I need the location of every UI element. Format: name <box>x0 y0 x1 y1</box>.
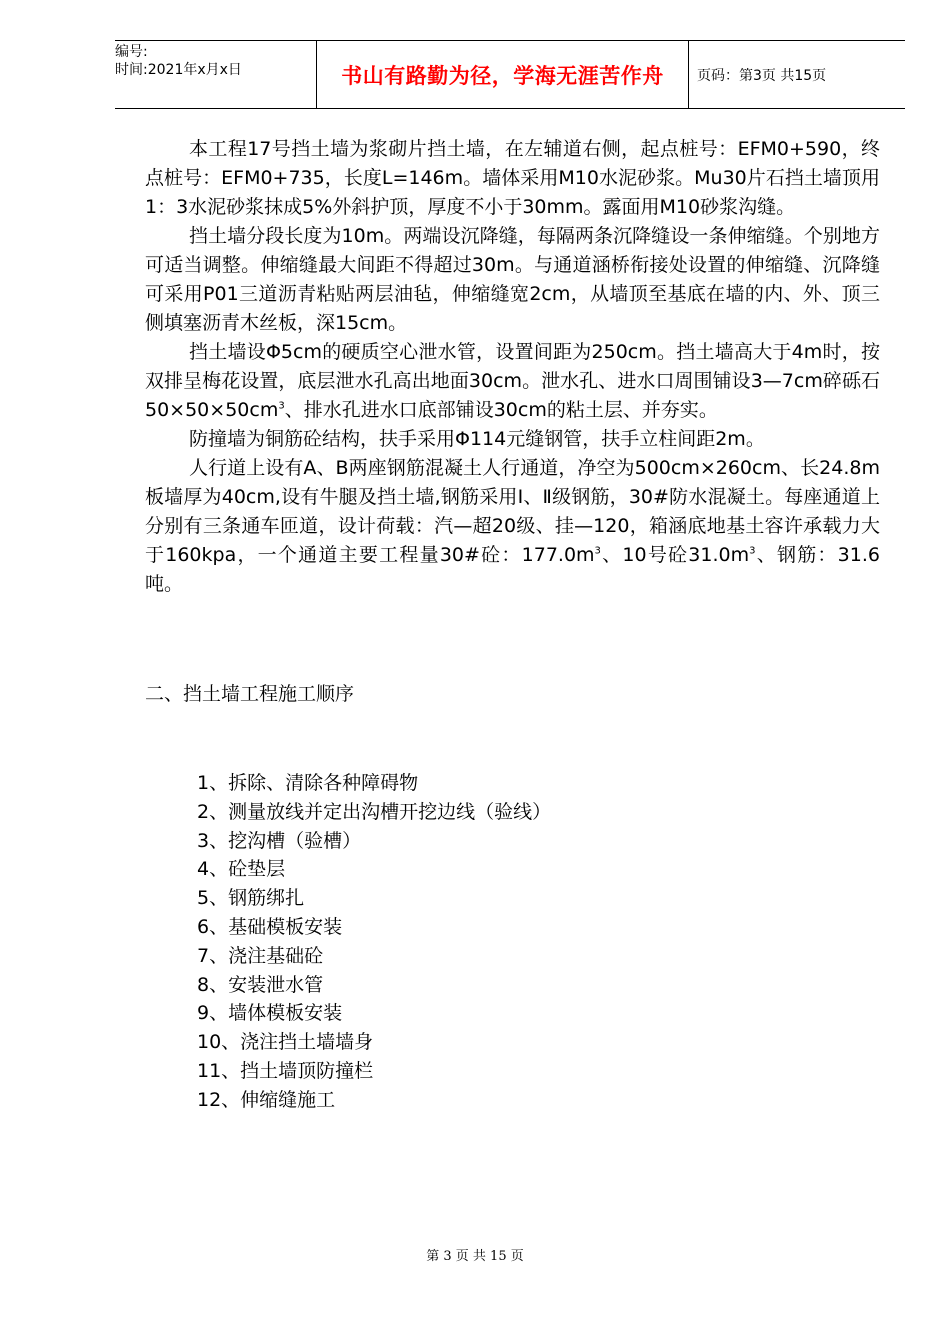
list-item: 8、安装泄水管 <box>197 973 324 996</box>
list-item: 11、挡土墙顶防撞栏 <box>197 1059 374 1082</box>
list-item: 7、浇注基础砼 <box>197 944 324 967</box>
header-slogan: 书山有路勤为径，学海无涯苦作舟 <box>317 41 689 108</box>
list-item: 4、砼垫层 <box>197 858 286 881</box>
section-title: 二、挡土墙工程施工顺序 <box>145 683 355 705</box>
paragraph-2: 挡土墙分段长度为10m。两端设沉降缝，每隔两条沉降缝设一条伸缩缝。个别地方可适当调整。伸缩缝最大间距不得超过30m。与通道涵桥衔接处设置的伸缩缝、沉降缝可采用P01三道沥青粘贴两层油毡，伸缩缝宽2cm，从墙顶至基底在墙的内、外、顶三侧填塞沥青木丝板，深15cm。 <box>145 225 880 334</box>
list-item: 1、拆除、清除各种障碍物 <box>197 772 419 794</box>
serial-label: 编号: <box>115 44 148 60</box>
paragraph-3: 挡土墙设Φ5cm的硬质空心泄水管，设置间距为250cm。挡土墙高大于4m时，按双排呈梅花设置，底层泄水孔高出地面30cm。泄水孔、进水口周围铺设3—7cm碎砾石$50\times 50\times 50cm^3$、排水孔进水口底部铺设30cm的粘土层、并夯实。 <box>145 341 880 421</box>
header-meta <box>115 41 317 108</box>
superscript: 3 <box>594 545 601 557</box>
list-item: 5、钢筋绑扎 <box>197 887 305 910</box>
page-header <box>115 40 905 109</box>
list-item: 12、伸缩缝施工 <box>197 1088 336 1111</box>
superscript: 3 <box>278 400 285 412</box>
construction-steps-list <box>197 769 551 1115</box>
paragraph-4: 防撞墙为铜筋砼结构，扶手采用Φ114元缝钢管，扶手立柱间距2m。 <box>189 428 765 450</box>
paragraph-5: 人行道上设有A、B两座钢筋混凝土人行通道，净空为500cm×260cm、长24.8m板墙厚为40cm,设有牛腿及挡土墙,钢筋采用Ⅰ、Ⅱ级钢筋，30#防水混凝土。每座通道上分别有三条通车匝道，设计荷载：汽—超20级、挂—120，箱涵底地基土容许承载力大于160kpa，一个通道主要工程量30#砼：$177.0m^3$、10号砼$31.0m^3$、钢筋：31.6吨。 <box>145 457 880 595</box>
list-item: 6、基础模板安装 <box>197 915 343 938</box>
time-label: 时间:2021年x月x日 <box>115 62 242 78</box>
list-item: 3、挖沟槽（验槽） <box>197 829 362 852</box>
superscript: 3 <box>749 545 756 557</box>
document-body <box>145 135 880 599</box>
header-page-info: 页码：第3页 共15页 <box>697 67 827 84</box>
list-item: 10、浇注挡土墙墙身 <box>197 1031 374 1054</box>
list-item: 9、墙体模板安装 <box>197 1002 343 1025</box>
page-footer: 第 3 页 共 15 页 <box>426 1249 524 1264</box>
paragraph-1: 本工程17号挡土墙为浆砌片挡土墙，在左辅道右侧，起点桩号：EFM0+590，终点桩号：EFM0+735，长度L=146m。墙体采用M10水泥砂浆。Mu30片石挡土墙顶用1：3水泥砂浆抹成5%外斜护顶，厚度不小于30mm。露面用M10砂浆沟缝。 <box>145 138 880 218</box>
list-item: 2、测量放线并定出沟槽开挖边线（验线） <box>197 800 552 823</box>
